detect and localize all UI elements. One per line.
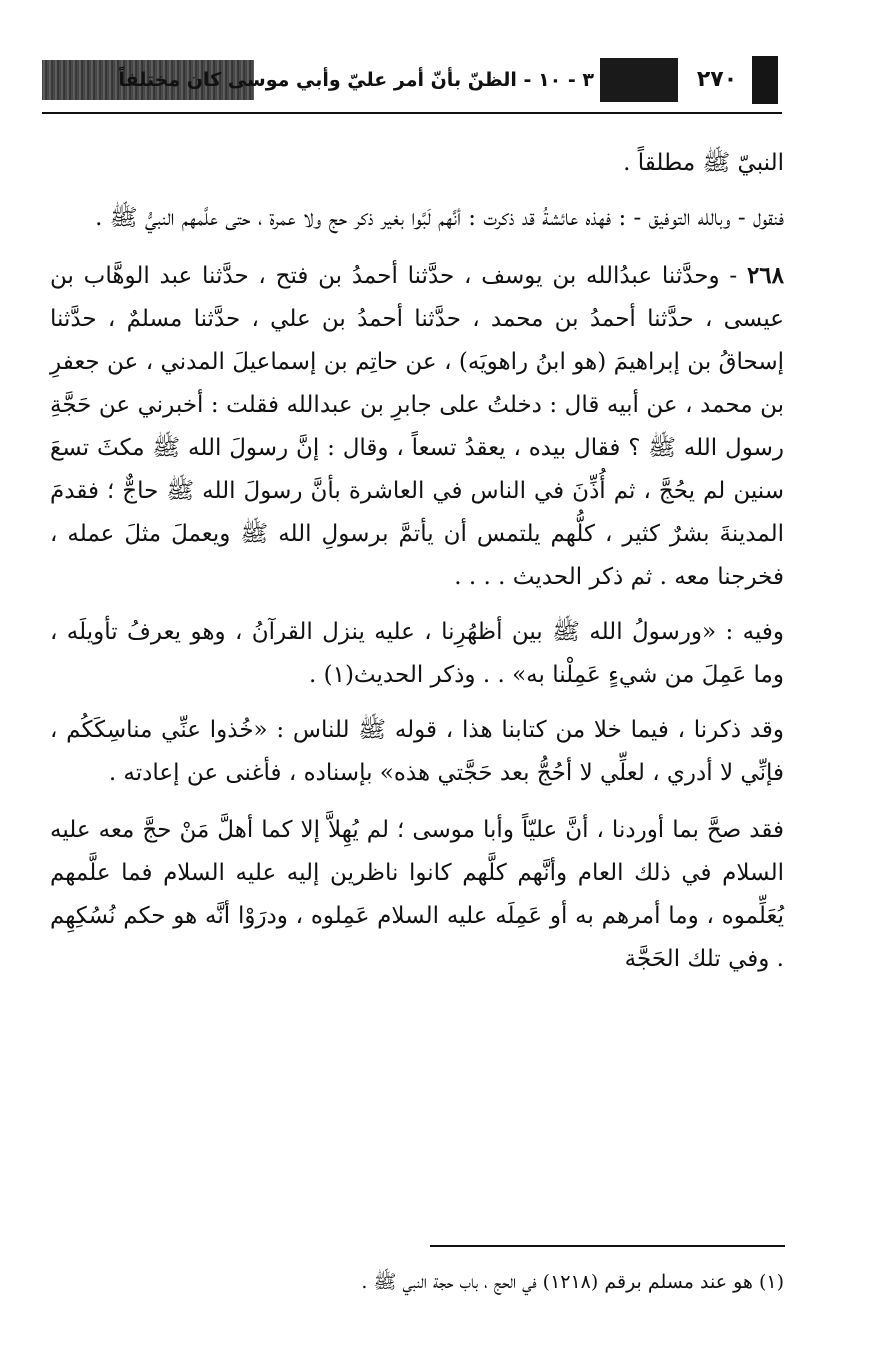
paragraph: وفيه : «ورسولُ الله ﷺ بين أظهُرِنا ، عليه ينزل القرآنُ ، وهو يعرفُ تأويلَه ، وما عَمِلَ من شيءٍ عَمِلْنا به» . . وذكر الحديث(١) . (50, 619, 784, 688)
chapter-title: ٣ - ١٠ - الظنّ بأنّ أمر عليّ وأبي موسى كان مختلفاً (118, 69, 594, 91)
footnote-divider (430, 1245, 785, 1247)
header-decorative-block (752, 56, 778, 104)
paragraph: فنقول - وبالله التوفيق - : فهذه عائشةُ قد ذكرت : أنَّهم لَبَّوا بغير ذكر حج ولا عمرة ، حتى علَّمهم النبيُّ ﷺ . (95, 205, 784, 231)
hadith-number: ٢٦٨ (746, 262, 784, 289)
header-divider (42, 112, 782, 114)
paragraph: وقد ذكرنا ، فيما خلا من كتابنا هذا ، قوله ﷺ للناس : «خُذوا عنِّي مناسِكَكُم ، فإنِّي لا أدري ، لعلِّي لا أحُجُّ بعد حَجَّتي هذه» بإسناده ، فأغنى عن إعادته . (50, 717, 784, 786)
paragraph: فقد صحَّ بما أوردنا ، أنَّ عليّاً وأبا موسى ؛ لم يُهِلاَّ إلا كما أهلَّ مَنْ حجَّ معه عليه السلام في ذلك العام وأنَّهم كلَّهم كانوا ناظرين إليه عليه السلام فما علَّمهم يُعَلِّموه ، وما أمرهم به أو عَمِلَه عليه السلام عَمِلوه ، ودرَوْا أنَّه هو حكم نُسُكِهِم . وفي تلك الحَجَّة (50, 817, 784, 972)
hadith-text: - وحدَّثنا عبدُالله بن يوسف ، حدَّثنا أحمدُ بن فتح ، حدَّثنا عبد الوهَّاب بن عيسى ، حدَّثنا أحمدُ بن محمد ، حدَّثنا أحمدُ بن علي ، حدَّثنا مسلمٌ ، حدَّثنا إسحاقُ بن إبراهيمَ (هو ابنُ راهويَه) ، عن حاتِم بن إسماعيلَ المدني ، عن جعفرِ بن محمد ، عن أبيه قال : دخلتُ على جابرِ بن عبدالله فقلت : أخبرني عن حَجَّةِ رسول الله ﷺ ؟ فقال بيده ، يعقدُ تسعاً ، وقال : إنَّ رسولَ الله ﷺ مكثَ تسعَ سنين لم يحُجَّ ، ثم أُذِّنَ في الناس في العاشرة بأنَّ رسولَ الله ﷺ حاجٌّ ؛ فقدمَ المدينةَ بشرٌ كثير ، كلُّهم يلتمس أن يأتمَّ برسولِ الله ﷺ ويعملَ مثلَ عمله ، فخرجنا معه . ثم ذكر الحديث . . . . (50, 263, 784, 590)
running-header (0, 52, 879, 110)
header-decorative-block (600, 58, 678, 102)
footnote: (١) هو عند مسلم برقم (١٢١٨) في الحج ، باب حجة النبي ﷺ . (361, 1271, 784, 1293)
paragraph: النبيّ ﷺ مطلقاً . (623, 150, 784, 176)
hadith-paragraph (50, 254, 784, 599)
page-body (50, 142, 784, 981)
page-number: ٢٧٠ (696, 67, 738, 92)
